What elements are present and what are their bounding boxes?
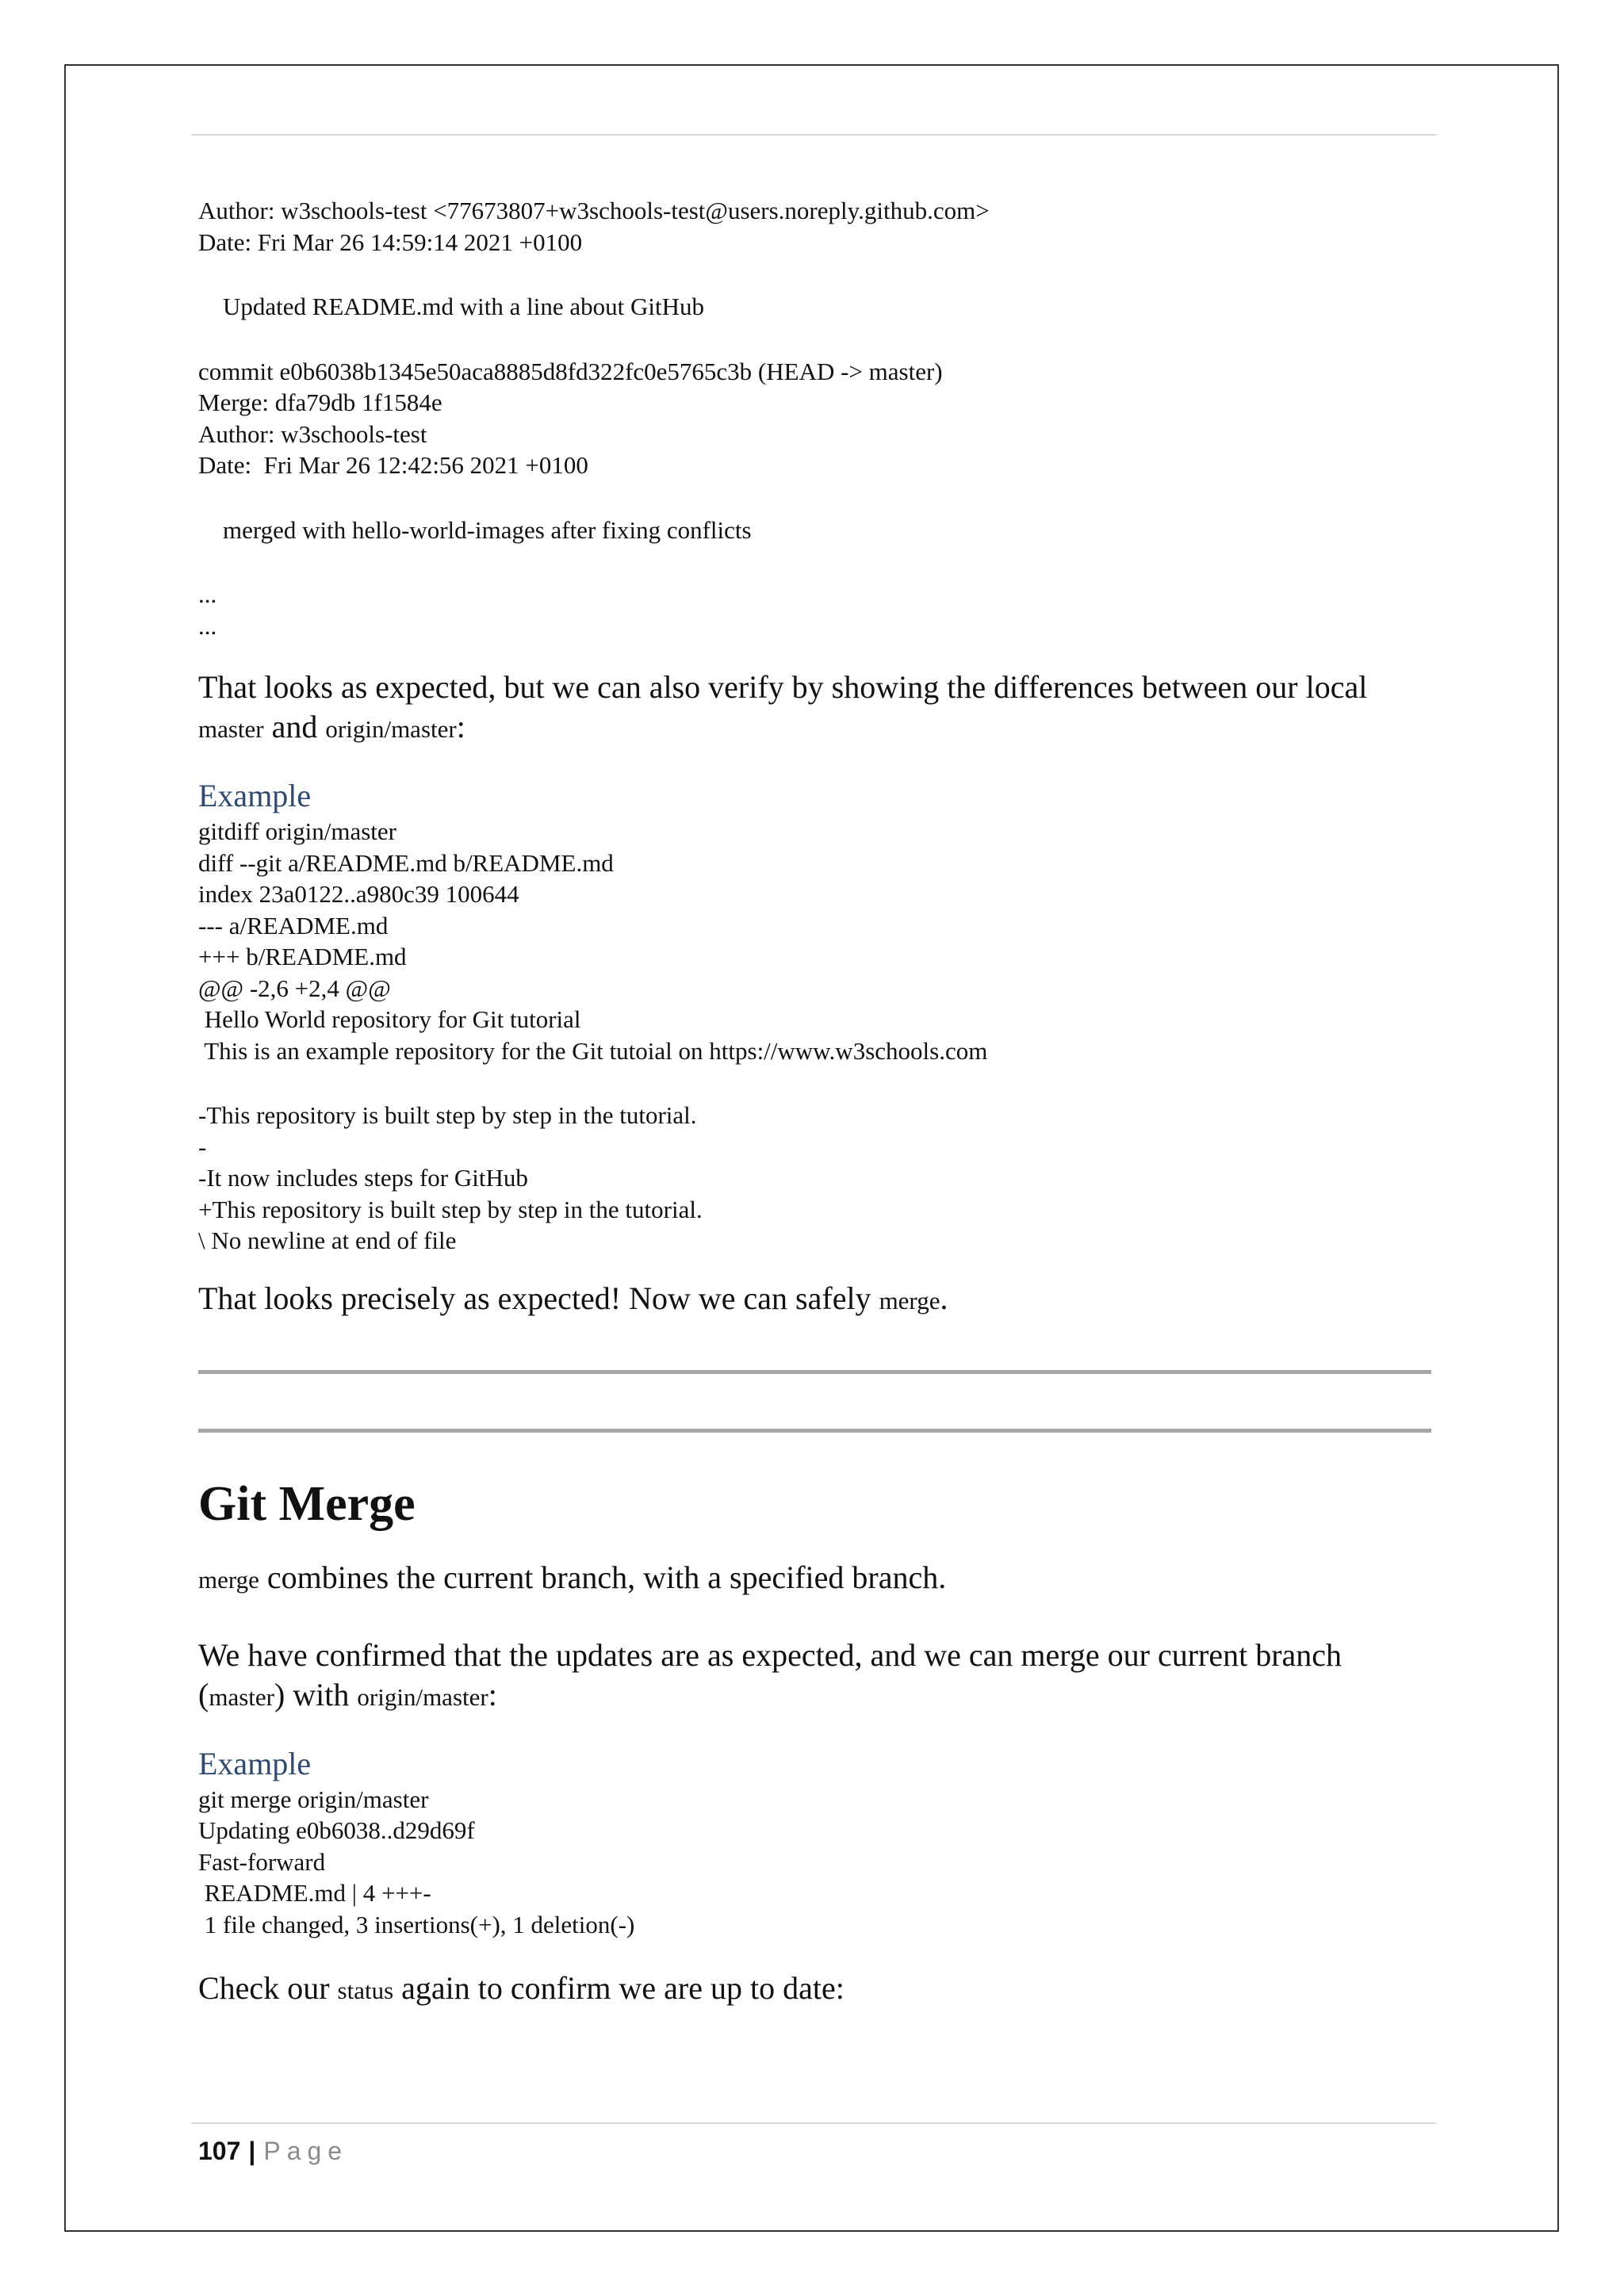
- code-line: 1 file changed, 3 insertions(+), 1 deletion(-): [198, 1910, 635, 1938]
- paragraph-precise: That looks precisely as expected! Now we can safely merge.: [198, 1280, 948, 1316]
- paragraph-merge-intro: merge combines the current branch, with a specified branch.: [198, 1559, 947, 1595]
- code-line: gitdiff origin/master: [198, 817, 396, 845]
- footer-separator: |: [248, 2137, 256, 2165]
- code-line: -It now includes steps for GitHub: [198, 1164, 528, 1192]
- log-message-2: merged with hello-world-images after fixing conflicts: [198, 515, 752, 544]
- log-line: Date: Fri Mar 26 12:42:56 2021 +0100: [198, 451, 588, 479]
- code-line: +++ b/README.md: [198, 943, 407, 970]
- page-number: 107: [198, 2137, 241, 2165]
- paragraph-confirmed: We have confirmed that the updates are as expected, and we can merge our current branch (master) with origin/master:: [198, 1636, 1342, 1712]
- log-line: Date: Fri Mar 26 14:59:14 2021 +0100: [198, 228, 583, 256]
- code-line: Updating e0b6038..d29d69f: [198, 1816, 475, 1844]
- code-line: -: [198, 1132, 207, 1161]
- header-rule: [191, 134, 1436, 136]
- page-label: Page: [263, 2137, 349, 2165]
- code-line: @@ -2,6 +2,4 @@: [198, 974, 391, 1002]
- example-code-block: [198, 1784, 1435, 1941]
- example-heading: Example: [198, 778, 312, 813]
- footer-rule: [191, 2122, 1436, 2124]
- inline-code-merge: merge: [879, 1286, 940, 1314]
- log-line: Merge: dfa79db 1f1584e: [198, 388, 442, 416]
- page-footer: [198, 2135, 348, 2167]
- log-line: Author: w3schools-test: [198, 419, 427, 448]
- code-line: index 23a0122..a980c39 100644: [198, 880, 519, 908]
- page-content: [198, 195, 1435, 2011]
- code-line: +This repository is built step by step in the tutorial.: [198, 1195, 703, 1223]
- log-line: commit e0b6038b1345e50aca8885d8fd322fc0e5765c3b (HEAD -> master): [198, 357, 943, 385]
- example-code-block-diff: [198, 1100, 1435, 1257]
- inline-code-origin-master: origin/master: [325, 715, 457, 743]
- code-line: \ No newline at end of file: [198, 1226, 457, 1254]
- code-line: diff --git a/README.md b/README.md: [198, 848, 614, 877]
- inline-code-status: status: [337, 1976, 394, 2004]
- example-code-block: [198, 816, 1435, 1066]
- inline-code-origin-master: origin/master: [357, 1682, 488, 1711]
- paragraph-verify: That looks as expected, but we can also verify by showing the differences between our local master and origin/master:: [198, 669, 1368, 744]
- log-block-1: [198, 195, 1435, 258]
- log-block-2: [198, 356, 1435, 481]
- section-title: Git Merge: [198, 1476, 416, 1531]
- code-line: git merge origin/master: [198, 1785, 429, 1813]
- paragraph-status: Check our status again to confirm we are up to date:: [198, 1970, 845, 2006]
- log-line: Author: w3schools-test <77673807+w3schools-test@users.noreply.github.com>: [198, 197, 990, 224]
- ellipsis-line: ...: [198, 611, 217, 640]
- inline-code-master: master: [198, 715, 264, 743]
- code-line: This is an example repository for the Git tutoial on https://www.w3schools.com: [198, 1036, 988, 1065]
- ellipsis-line: ...: [198, 580, 217, 608]
- code-line: Hello World repository for Git tutorial: [198, 1005, 581, 1033]
- inline-code-master: master: [209, 1682, 274, 1711]
- code-line: README.md | 4 +++-: [198, 1879, 431, 1907]
- code-line: -This repository is built step by step in the tutorial.: [198, 1101, 697, 1129]
- code-line: --- a/README.md: [198, 911, 389, 939]
- ellipsis-block: [198, 579, 1435, 641]
- inline-code-merge: merge: [198, 1565, 259, 1594]
- example-heading: Example: [198, 1745, 312, 1781]
- code-line: Fast-forward: [198, 1847, 326, 1876]
- log-message-1: Updated README.md with a line about GitHub: [198, 293, 704, 320]
